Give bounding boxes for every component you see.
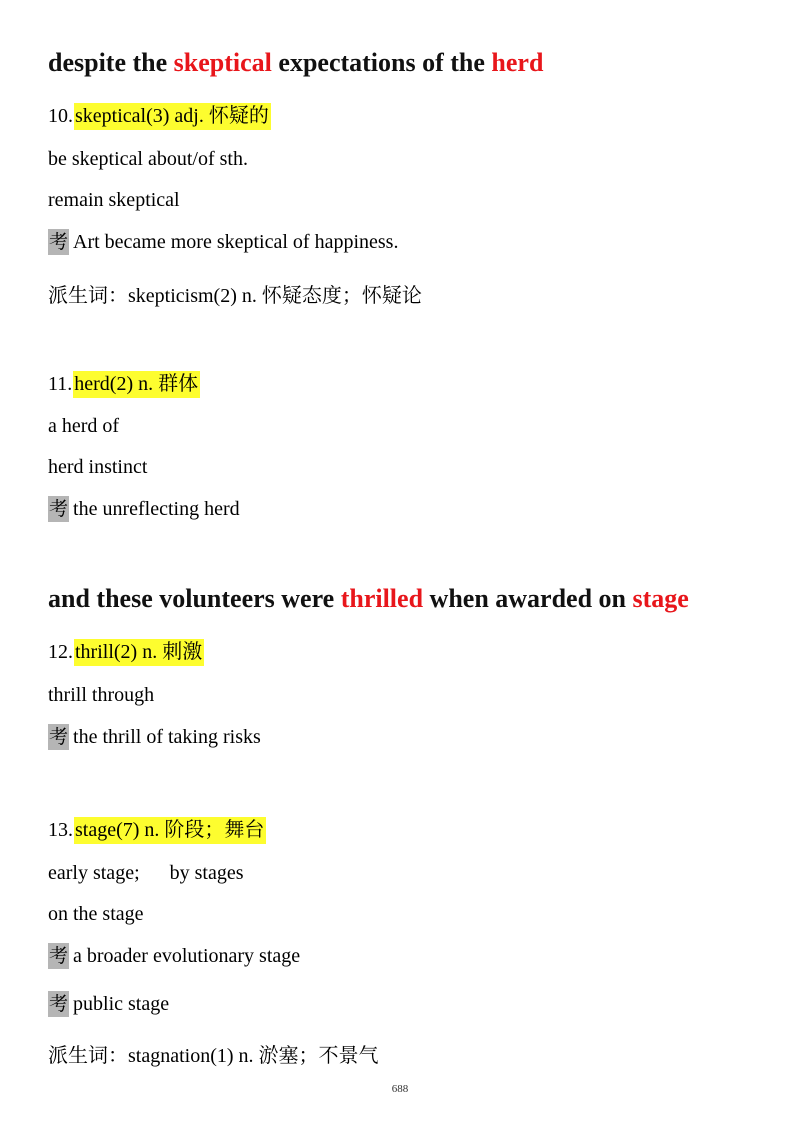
heading-text: despite the bbox=[48, 48, 174, 77]
exam-example-text: public stage bbox=[73, 993, 170, 1015]
word-entry-10 bbox=[48, 99, 271, 128]
derived-word: 派生词：stagnation(1) n. 淤塞；不景气 bbox=[48, 1045, 379, 1067]
entry-number: 11. bbox=[48, 373, 73, 395]
sentence-heading-1 bbox=[48, 48, 543, 78]
exam-example-text: Art became more skeptical of happiness. bbox=[73, 231, 399, 253]
exam-example-text: a broader evolutionary stage bbox=[73, 945, 301, 967]
phrase-line: a herd of bbox=[48, 415, 120, 437]
phrase-line: remain skeptical bbox=[48, 189, 180, 211]
exam-example bbox=[48, 496, 240, 522]
word-entry-13 bbox=[48, 813, 266, 842]
page-number: 688 bbox=[391, 1083, 409, 1095]
entry-headword: thrill(2) n. 刺激 bbox=[74, 639, 204, 666]
entry-headword: herd(2) n. 群体 bbox=[73, 371, 200, 398]
exam-marker: 考 bbox=[49, 726, 69, 748]
entry-number: 10. bbox=[48, 105, 73, 127]
sentence-heading-2 bbox=[48, 584, 689, 614]
heading-text: expectations of the bbox=[271, 48, 492, 77]
phrase-line: on the stage bbox=[48, 903, 144, 925]
exam-example bbox=[48, 229, 398, 255]
phrase-line: thrill through bbox=[48, 684, 155, 706]
exam-example bbox=[48, 724, 261, 750]
entry-number: 13. bbox=[48, 819, 73, 841]
phrase-line: be skeptical about/of sth. bbox=[48, 148, 248, 170]
exam-marker: 考 bbox=[49, 993, 69, 1015]
exam-marker: 考 bbox=[49, 231, 69, 253]
exam-example bbox=[48, 943, 300, 969]
word-entry-11 bbox=[48, 367, 200, 396]
entry-number: 12. bbox=[48, 641, 73, 663]
keyword-thrilled: thrilled bbox=[340, 584, 424, 613]
heading-text: when awarded on bbox=[423, 584, 633, 613]
phrase-line: herd instinct bbox=[48, 456, 148, 478]
entry-headword: stage(7) n. 阶段；舞台 bbox=[74, 817, 266, 844]
exam-example-text: the thrill of taking risks bbox=[73, 726, 261, 748]
derived-word: 派生词：skepticism(2) n. 怀疑态度；怀疑论 bbox=[48, 285, 422, 307]
phrase-text: by stages bbox=[169, 862, 244, 884]
heading-text: and these volunteers were bbox=[48, 584, 341, 613]
phrase-text: early stage; bbox=[48, 862, 140, 884]
exam-marker: 考 bbox=[49, 945, 69, 967]
entry-headword: skeptical(3) adj. 怀疑的 bbox=[74, 103, 271, 130]
exam-example bbox=[48, 991, 169, 1017]
word-entry-12 bbox=[48, 635, 204, 664]
keyword-herd: herd bbox=[491, 48, 544, 77]
exam-example-text: the unreflecting herd bbox=[73, 498, 240, 520]
keyword-stage: stage bbox=[632, 584, 689, 613]
phrase-line bbox=[48, 862, 244, 885]
keyword-skeptical: skeptical bbox=[173, 48, 272, 77]
exam-marker: 考 bbox=[49, 498, 69, 520]
